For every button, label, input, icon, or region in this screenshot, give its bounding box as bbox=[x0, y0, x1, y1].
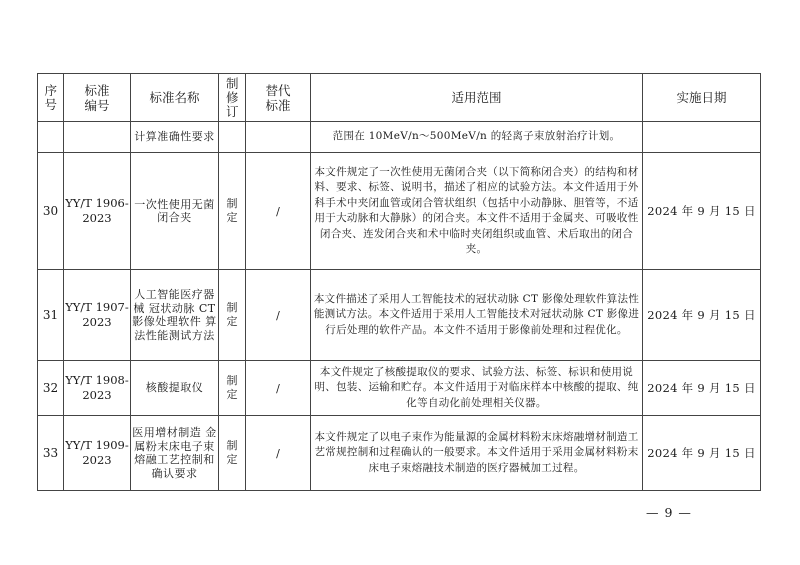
row-no: 31 bbox=[38, 270, 64, 361]
header-scope: 适用范围 bbox=[311, 74, 643, 122]
table-row bbox=[38, 270, 761, 361]
row-revision: 制定 bbox=[219, 361, 246, 416]
header-code: 标准编号 bbox=[64, 74, 131, 122]
row-date: 2024 年 9 月 15 日 bbox=[643, 416, 761, 491]
row-name: 一次性使用无菌闭合夹 bbox=[131, 153, 219, 270]
row-revision: 制定 bbox=[219, 153, 246, 270]
row-no: 32 bbox=[38, 361, 64, 416]
row-name: 人工智能医疗器械 冠状动脉 CT 影像处理软件 算法性能测试方法 bbox=[131, 270, 219, 361]
row-no: 33 bbox=[38, 416, 64, 491]
table-row bbox=[38, 361, 761, 416]
page-number: — 9 — bbox=[646, 505, 692, 520]
row-name: 核酸提取仪 bbox=[131, 361, 219, 416]
continuation-scope: 范围在 10MeV/n～500MeV/n 的轻离子束放射治疗计划。 bbox=[311, 122, 643, 153]
header-date: 实施日期 bbox=[643, 74, 761, 122]
header-name: 标准名称 bbox=[131, 74, 219, 122]
row-revision: 制定 bbox=[219, 270, 246, 361]
row-no: 30 bbox=[38, 153, 64, 270]
table-row bbox=[38, 416, 761, 491]
header-no: 序号 bbox=[38, 74, 64, 122]
row-date: 2024 年 9 月 15 日 bbox=[643, 153, 761, 270]
row-code: YY/T 1908-2023 bbox=[64, 361, 131, 416]
row-scope: 本文件规定了以电子束作为能量源的金属材料粉末床熔融增材制造工艺常规控制和过程确认的一般要求。本文件适用于采用金属材料粉末床电子束熔融技术制造的医疗器械加工过程。 bbox=[311, 416, 643, 491]
row-scope: 本文件描述了采用人工智能技术的冠状动脉 CT 影像处理软件算法性能测试方法。本文件适用于采用人工智能技术对冠状动脉 CT 影像进行后处理的软件产品。本文件不适用于影像前处理和过程优化。 bbox=[311, 270, 643, 361]
header-row bbox=[38, 74, 761, 122]
continuation-name: 计算准确性要求 bbox=[131, 122, 219, 153]
header-replaces: 替代标准 bbox=[246, 74, 311, 122]
row-date: 2024 年 9 月 15 日 bbox=[643, 270, 761, 361]
continuation-row bbox=[38, 122, 761, 153]
table-row bbox=[38, 153, 761, 270]
standards-table bbox=[37, 73, 761, 491]
row-code: YY/T 1906-2023 bbox=[64, 153, 131, 270]
row-scope: 本文件规定了核酸提取仪的要求、试验方法、标签、标识和使用说明、包装、运输和贮存。本文件适用于对临床样本中核酸的提取、纯化等自动化前处理相关仪器。 bbox=[311, 361, 643, 416]
row-code: YY/T 1909-2023 bbox=[64, 416, 131, 491]
row-replaces: / bbox=[246, 361, 311, 416]
header-revision: 制修订 bbox=[219, 74, 246, 122]
row-date: 2024 年 9 月 15 日 bbox=[643, 361, 761, 416]
row-name: 医用增材制造 金属粉末床电子束熔融工艺控制和确认要求 bbox=[131, 416, 219, 491]
row-code: YY/T 1907-2023 bbox=[64, 270, 131, 361]
row-replaces: / bbox=[246, 416, 311, 491]
row-replaces: / bbox=[246, 153, 311, 270]
row-revision: 制定 bbox=[219, 416, 246, 491]
row-replaces: / bbox=[246, 270, 311, 361]
row-scope: 本文件规定了一次性使用无菌闭合夹（以下简称闭合夹）的结构和材料、要求、标签、说明书，描述了相应的试验方法。本文件适用于外科手术中夹闭血管或闭合管状组织（包括中小动静脉、胆管等，不适用于大动脉和大静脉）的闭合夹。本文件不适用于金属夹、可吸收性闭合夹、连发闭合夹和术中临时夹闭组织或血管、术后取出的闭合夹。 bbox=[311, 153, 643, 270]
